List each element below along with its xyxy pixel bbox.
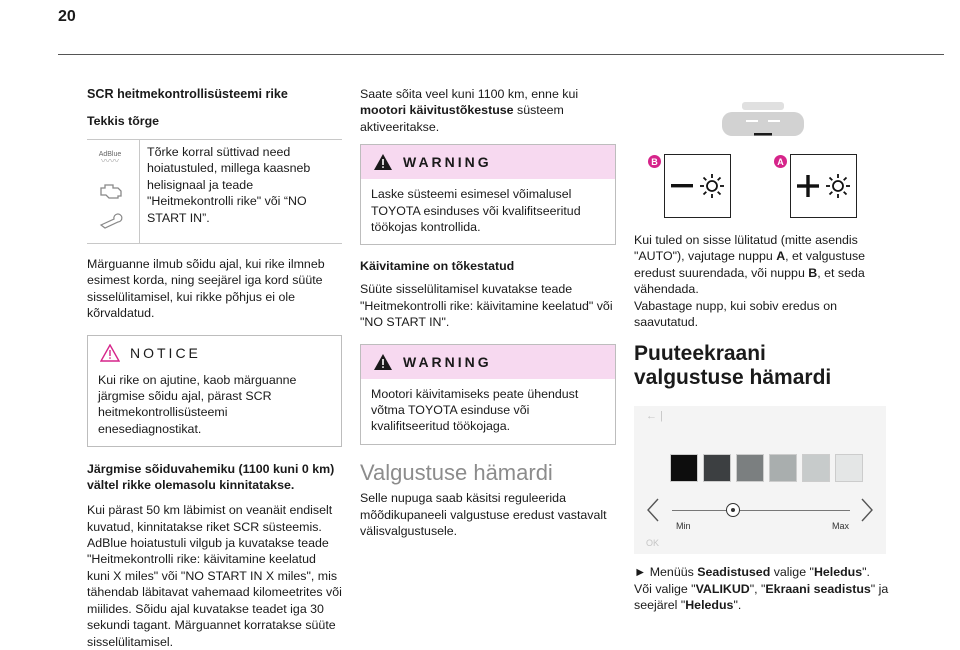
- button-b-marker: [648, 155, 661, 168]
- ok-button[interactable]: OK: [646, 538, 660, 549]
- step-h: ".: [733, 598, 742, 613]
- swatch[interactable]: [670, 454, 698, 482]
- start-blocked-heading: Käivitamine on tõkestatud: [360, 259, 515, 274]
- slider-max-label: Max: [832, 521, 850, 532]
- warning-triangle-icon: [100, 344, 120, 362]
- range-heading: Järgmise sõiduvahemiku (1100 kuni 0 km) vältel rikke olemasolu kinnitatakse.: [87, 462, 335, 493]
- warning-lights-text: Tõrke korral süttivad need hoiatustuled, millega kaasneb helisignaal ja teade "Heitmekontrolli rike" või “NO START IN”.: [147, 145, 311, 225]
- brightness-slider-knob[interactable]: [726, 503, 740, 517]
- warning-triangle-filled-icon: [373, 153, 393, 171]
- intro-text-a: Saate sõita veel kuni 1100 km, enne kui: [360, 87, 579, 101]
- wrench-icon: [98, 213, 126, 229]
- col1-para2: Kui pärast 50 km läbimist on veanäit endiselt kuvatud, kinnitatakse riket SCR süsteemis. AdBlue hoiatustuli vilgub ja kuvatakse teade "Heitmekontrolli rike: käivitamine keelatud kuni X miles" või "NO START IN X miles", mis tähendab läbitavat vahemaad kilomeetrites või miilides. Sõidu ajal kuvatakse teadet iga 30 sekundi tagant. Märguannet korratakse süüte sisselülitamisel.: [87, 503, 342, 649]
- para1-mid: , et valgustuse eredust suurendada, või nuppu: [634, 249, 866, 280]
- step-g: " ja seejärel ": [634, 581, 889, 613]
- col3-para1: [634, 232, 894, 298]
- back-arrow-icon: ← |: [646, 410, 663, 423]
- fault-subheading: Tekkis tõrge: [87, 114, 160, 128]
- scr-heading: SCR heitmekontrollisüsteemi rike: [87, 87, 288, 101]
- step-bold-4: Ekraani seadistus: [765, 581, 871, 596]
- warning-triangle-filled-icon: [373, 353, 393, 371]
- para1-a: A: [776, 249, 786, 264]
- notice-text: Kui rike on ajutine, kaob märguanne järgmise sõidu ajal, pärast SCR heitmekontrollisüsteemi enesediagnostikat.: [98, 372, 297, 436]
- warning-text-2: Mootori käivitamiseks peate ühendust võtma TOYOTA esinduse või kvalifitseeritud töökojaga.: [371, 386, 579, 434]
- step-e: Või valige ": [634, 581, 696, 596]
- button-b-label: B: [651, 156, 658, 167]
- instrument-panel-icon: [720, 102, 806, 142]
- dimmer-illustration: [634, 100, 894, 222]
- slider-min-label: Min: [676, 521, 691, 532]
- header-rule: [58, 54, 944, 55]
- dim-up-button[interactable]: [790, 154, 857, 218]
- notice-label: NOTICE: [130, 344, 201, 361]
- swatch[interactable]: [802, 454, 830, 482]
- minus-icon: [671, 184, 693, 188]
- swatch[interactable]: [835, 454, 863, 482]
- button-a-marker: [774, 155, 787, 168]
- plus-icon: [797, 175, 819, 197]
- intro-text-b: süsteem aktiveeritakse.: [360, 103, 564, 134]
- touchscreen-illustration: [634, 406, 886, 554]
- chevron-left-icon[interactable]: [646, 498, 660, 522]
- step-d: ".: [862, 565, 870, 580]
- intro-text-bold: mootori käivitustõkestuse: [360, 103, 514, 118]
- column-2: [360, 86, 616, 540]
- notice-box: [87, 335, 342, 448]
- warning-text-1: Laske süsteemi esimesel võimalusel TOYOTA esinduses või kvalifitseeritud töökojas kontrollida.: [371, 187, 581, 235]
- button-a-label: A: [777, 156, 784, 167]
- col2-para2: Süüte sisselülitamisel kuvatakse teade "Heitmekontrolli rike: käivitamine keelatud" või "NO START IN".: [360, 282, 613, 330]
- step-bold-2: Heledus: [813, 565, 863, 580]
- dim-down-button[interactable]: [664, 154, 731, 218]
- para1-text: Kui tuled on sisse lülitatud (mitte asendis "AUTO"), vajutage nuppu: [634, 233, 858, 264]
- warning-box-1: [360, 144, 616, 245]
- step-arrow-icon: ►: [634, 565, 647, 580]
- touchscreen-dimmer-title: Puuteekraani valgustuse hämardi: [634, 342, 832, 390]
- step-bold-5: Heledus: [685, 598, 734, 613]
- dimmer-section-title: Valgustuse hämardi: [360, 459, 553, 485]
- sun-icon: [825, 173, 851, 199]
- col2-intro: [360, 86, 616, 135]
- chevron-right-icon[interactable]: [860, 498, 874, 522]
- warning-box-2: [360, 344, 616, 445]
- warning-header-1: [361, 145, 615, 179]
- warning-lights-table: [87, 139, 342, 244]
- warning-lights-icons: [87, 140, 140, 243]
- swatch[interactable]: [769, 454, 797, 482]
- notice-header: [88, 336, 341, 370]
- swatch[interactable]: [703, 454, 731, 482]
- column-1: [87, 86, 342, 650]
- adblue-icon: AdBlue 〰〰: [96, 151, 124, 164]
- page-number: 20: [58, 8, 76, 25]
- adblue-icon-label: AdBlue: [98, 151, 122, 158]
- step-bold-1: Seadistused: [697, 565, 771, 580]
- step-c: valige ": [773, 565, 814, 580]
- swatch[interactable]: [736, 454, 764, 482]
- warning-label-1: WARNING: [403, 154, 492, 171]
- step-bold-3: VALIKUD: [695, 581, 750, 596]
- col3-para2: Vabastage nupp, kui sobiv eredus on saavutatud.: [634, 298, 837, 330]
- warning-label-2: WARNING: [403, 353, 492, 370]
- step-a: Menüüs: [649, 565, 694, 580]
- step-f: ", ": [749, 581, 766, 596]
- col2-para3: Selle nupuga saab käsitsi reguleerida mõõdikupaneeli valgustuse eredust vastavalt välisvalgustusele.: [360, 491, 607, 539]
- warning-header-2: [361, 345, 615, 379]
- para1-b: B: [808, 265, 818, 280]
- brightness-slider-track[interactable]: [672, 510, 850, 511]
- swatch-row: [670, 454, 863, 482]
- para1-end: , et seda vähendada.: [634, 265, 865, 297]
- engine-icon: [97, 182, 125, 202]
- col3-steps: [634, 564, 894, 613]
- sun-icon: [699, 173, 725, 199]
- col1-para1: Märguanne ilmub sõidu ajal, kui rike ilmneb esimest korda, ning seejärel iga kord süüte sisselülitamisel, kui rikke põhjus ei ole kõrvaldatud.: [87, 257, 325, 321]
- column-3: [634, 100, 894, 614]
